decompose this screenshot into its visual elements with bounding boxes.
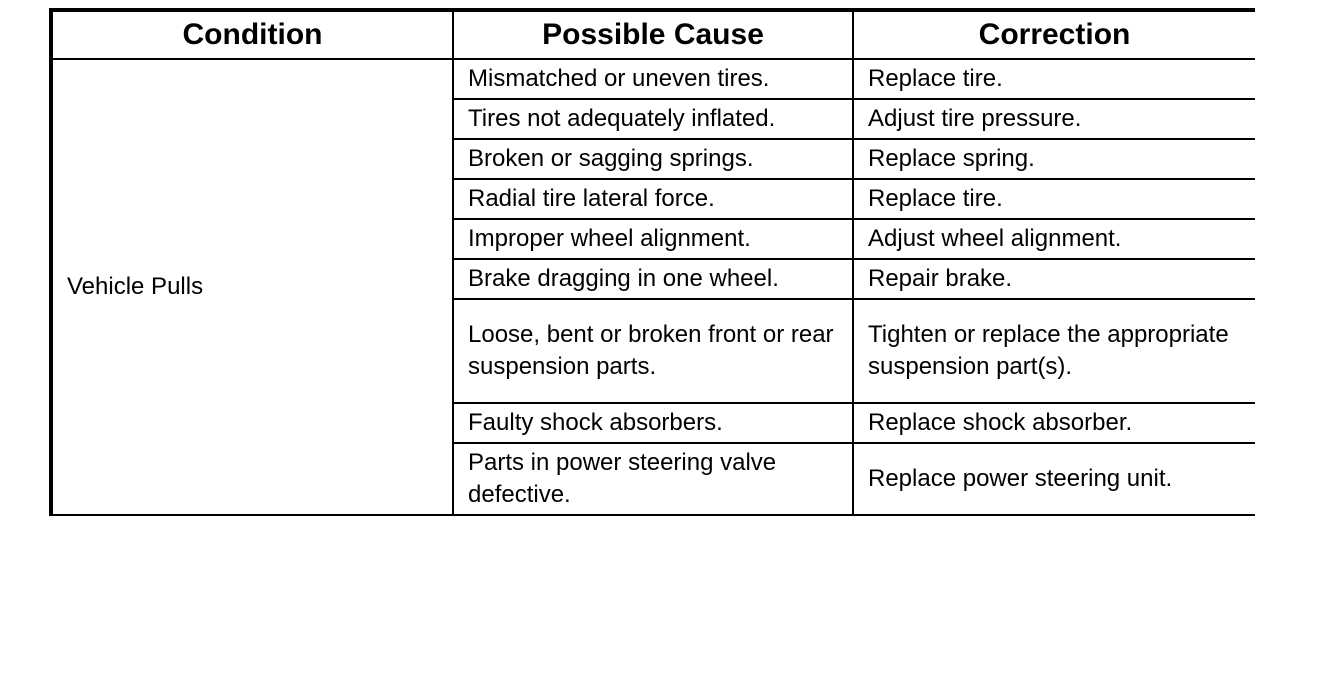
cause-cell: Radial tire lateral force. xyxy=(453,179,853,219)
correction-cell: Adjust wheel alignment. xyxy=(853,219,1255,259)
header-possible-cause: Possible Cause xyxy=(453,10,853,59)
cause-cell: Broken or sagging springs. xyxy=(453,139,853,179)
diagnosis-table-container xyxy=(49,8,1255,530)
table-row xyxy=(51,59,1255,99)
correction-cell: Tighten or replace the appropriate suspension part(s). xyxy=(853,299,1255,403)
correction-cell: Replace tire. xyxy=(853,179,1255,219)
correction-cell: Adjust tire pressure. xyxy=(853,99,1255,139)
cause-cell: Faulty shock absorbers. xyxy=(453,403,853,443)
diagnosis-table xyxy=(49,8,1255,516)
correction-cell: Repair brake. xyxy=(853,259,1255,299)
header-condition: Condition xyxy=(51,10,453,59)
correction-cell: Replace shock absorber. xyxy=(853,403,1255,443)
cause-cell: Improper wheel alignment. xyxy=(453,219,853,259)
cause-cell: Brake dragging in one wheel. xyxy=(453,259,853,299)
table-header-row xyxy=(51,10,1255,59)
cause-cell: Mismatched or uneven tires. xyxy=(453,59,853,99)
cause-cell: Parts in power steering valve defective. xyxy=(453,443,853,515)
cause-cell: Loose, bent or broken front or rear suspension parts. xyxy=(453,299,853,403)
header-correction: Correction xyxy=(853,10,1255,59)
correction-cell: Replace spring. xyxy=(853,139,1255,179)
condition-cell: Vehicle Pulls xyxy=(51,59,453,515)
correction-cell: Replace tire. xyxy=(853,59,1255,99)
correction-cell: Replace power steering unit. xyxy=(853,443,1255,515)
cause-cell: Tires not adequately inflated. xyxy=(453,99,853,139)
